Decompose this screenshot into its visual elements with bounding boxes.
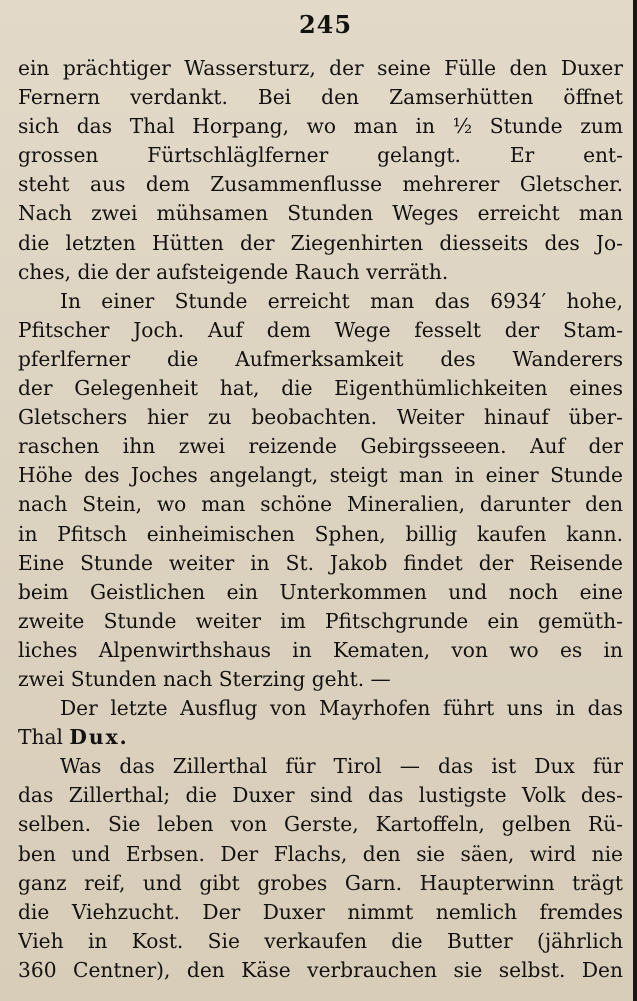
page-edge <box>633 0 637 1001</box>
line-text: grossen Fürtschläglferner gelangt. Er ent- <box>18 143 623 168</box>
text-line <box>18 170 623 199</box>
text-line <box>18 607 623 636</box>
text-line <box>18 781 623 810</box>
line-text: Höhe des Joches angelangt, steigt man in einer Stunde <box>18 463 623 488</box>
text-line <box>18 549 623 578</box>
line-text: In einer Stunde erreicht man das 6934′ hohe, <box>60 288 623 313</box>
line-text: Vieh in Kost. Sie verkaufen die Butter (jährlich <box>18 928 623 953</box>
line-text: beim Geistlichen ein Unterkommen und noch eine <box>18 579 623 604</box>
text-line <box>18 869 623 898</box>
line-text: zwei Stunden nach Sterzing geht. — <box>18 666 391 691</box>
text-line <box>18 345 623 374</box>
text-line <box>18 112 623 141</box>
line-text: liches Alpenwirthshaus in Kematen, von wo es in <box>18 637 623 662</box>
line-text: Fernern verdankt. Bei den Zamserhütten öffnet <box>18 85 623 110</box>
line-text: raschen ihn zwei reizende Gebirgsseeen. Auf der <box>18 434 623 459</box>
text-line <box>18 840 623 869</box>
text-line <box>18 287 623 316</box>
line-text: Pfitscher Joch. Auf dem Wege fesselt der Stam- <box>18 317 623 342</box>
text-line <box>18 956 623 985</box>
line-text: ganz reif, und gibt grobes Garn. Haupterwinn trägt <box>18 870 623 895</box>
text-line <box>18 752 623 781</box>
line-text: steht aus dem Zusammenflusse mehrerer Gletscher. <box>18 172 623 197</box>
text-line <box>18 403 623 432</box>
text-line <box>18 898 623 927</box>
line-text: Was das Zillerthal für Tirol — das ist Dux für <box>60 754 623 779</box>
text-line <box>18 578 623 607</box>
text-line <box>18 520 623 549</box>
text-line <box>18 316 623 345</box>
line-text: selben. Sie leben von Gerste, Kartoffeln, gelben Rü- <box>18 812 623 837</box>
page-number: 245 <box>298 10 353 39</box>
text-line <box>18 723 623 752</box>
text-line <box>18 83 623 112</box>
line-text: Nach zwei mühsamen Stunden Weges erreicht man <box>18 201 623 226</box>
text-line <box>18 229 623 258</box>
line-text: ein prächtiger Wassersturz, der seine Fülle den Duxer <box>18 56 623 80</box>
text-line <box>18 810 623 839</box>
line-text: in Pfitsch einheimischen Sphen, billig kaufen kann. <box>18 521 623 546</box>
line-text: die Viehzucht. Der Duxer nimmt nemlich fremdes <box>18 899 623 924</box>
text-line <box>18 490 623 519</box>
text-line <box>18 461 623 490</box>
text-line <box>18 665 623 694</box>
text-line <box>18 54 623 83</box>
line-text: das Zillerthal; die Duxer sind das lustigste Volk des- <box>18 783 623 808</box>
line-text: die letzten Hütten der Ziegenhirten diesseits des Jo- <box>18 230 623 255</box>
text-line <box>18 374 623 403</box>
line-text: nach Stein, wo man schöne Mineralien, darunter den <box>18 492 623 517</box>
body-text <box>18 54 623 985</box>
line-text: ben und Erbsen. Der Flachs, den sie säen, wird nie <box>18 841 623 866</box>
line-text: Thal <box>18 725 70 750</box>
text-line <box>18 432 623 461</box>
text-line <box>18 258 623 287</box>
text-line <box>18 636 623 665</box>
line-text: der Gelegenheit hat, die Eigenthümlichkeiten eines <box>18 376 623 401</box>
line-text: pferlferner die Aufmerksamkeit des Wanderers <box>18 346 623 371</box>
text-line <box>18 199 623 228</box>
text-line <box>18 927 623 956</box>
line-text: ches, die der aufsteigende Rauch verräth. <box>18 259 449 284</box>
line-text: Der letzte Ausflug von Mayrhofen führt uns in das <box>60 696 623 721</box>
text-line <box>18 694 623 723</box>
line-text: Gletschers hier zu beobachten. Weiter hinauf über- <box>18 405 623 430</box>
text-line <box>18 141 623 170</box>
line-text: Eine Stunde weiter in St. Jakob findet der Reisende <box>18 550 623 575</box>
line-text: zweite Stunde weiter im Pfitschgrunde ein gemüth- <box>18 608 623 633</box>
bold-place-name: Dux. <box>69 725 129 750</box>
line-text: sich das Thal Horpang, wo man in ½ Stunde zum <box>18 114 623 139</box>
line-text: 360 Centner), den Käse verbrauchen sie selbst. Den <box>18 957 623 982</box>
